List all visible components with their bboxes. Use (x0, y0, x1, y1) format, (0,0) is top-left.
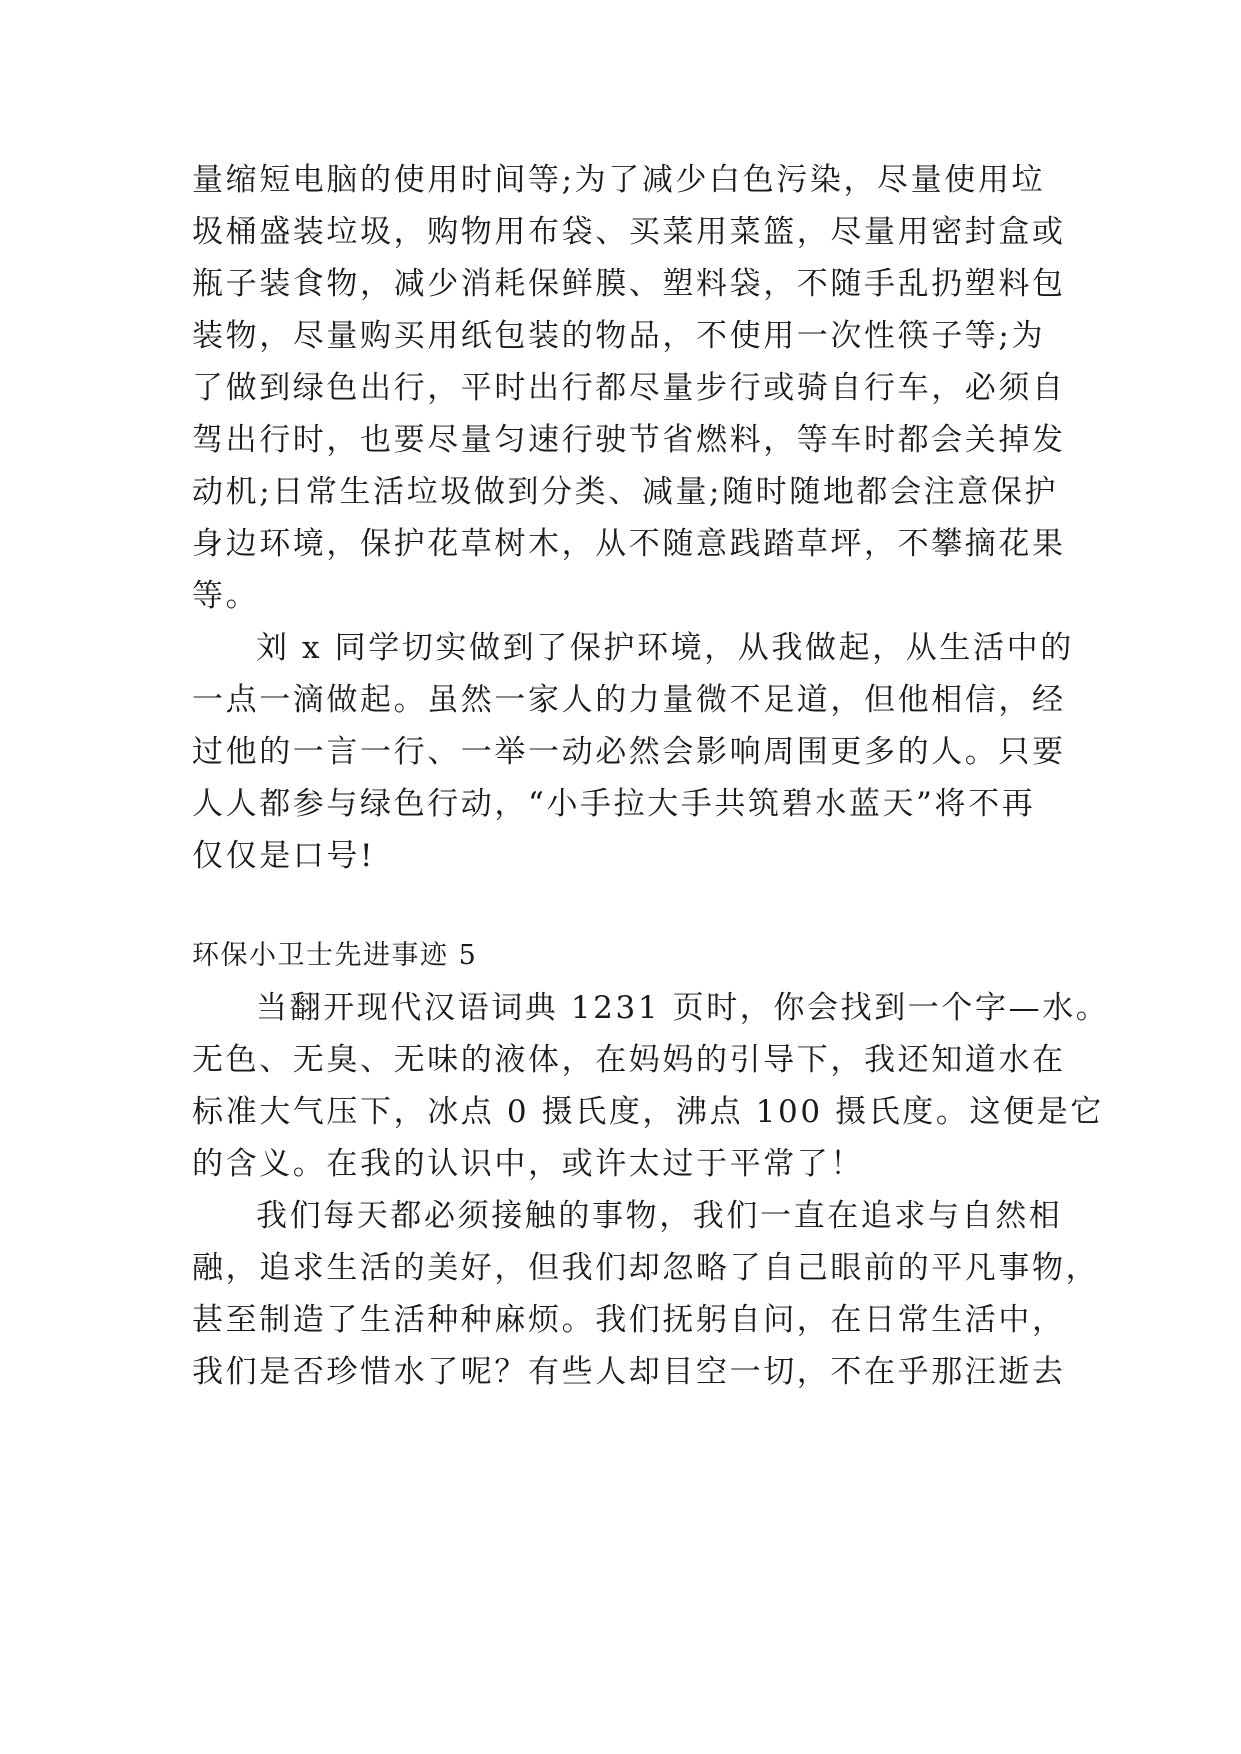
paragraph-line: 我们每天都必须接触的事物，我们一直在追求与自然相 (256, 1198, 1063, 1234)
paragraph-line: 瓶子装食物，减少消耗保鲜膜、塑料袋，不随手乱扔塑料包 (192, 266, 1066, 302)
paragraph-line: 了做到绿色出行，平时出行都尽量步行或骑自行车，必须自 (192, 370, 1066, 406)
paragraph-line: 无色、无臭、无味的液体，在妈妈的引导下，我还知道水在 (192, 1042, 1066, 1078)
paragraph-line: 融，追求生活的美好，但我们却忽略了自己眼前的平凡事物， (192, 1250, 1100, 1286)
paragraph-line: 量缩短电脑的使用时间等;为了减少白色污染，尽量使用垃 (192, 162, 1046, 198)
paragraph-line: 动机;日常生活垃圾做到分类、减量;随时随地都会注意保护 (192, 474, 1059, 510)
paragraph-line: 当翻开现代汉语词典 1231 页时，你会找到一个字—水。 (256, 990, 1110, 1026)
paragraph-line: 身边环境，保护花草树木，从不随意践踏草坪，不攀摘花果 (192, 526, 1066, 562)
paragraph-line: 驾出行时，也要尽量匀速行驶节省燃料，等车时都会关掉发 (192, 422, 1066, 458)
paragraph-line: 装物，尽量购买用纸包装的物品，不使用一次性筷子等;为 (192, 318, 1046, 354)
paragraph-line: 的含义。在我的认识中，或许太过于平常了！ (192, 1146, 864, 1182)
paragraph-line: 仅仅是口号! (192, 838, 376, 874)
paragraph-line: 一点一滴做起。虽然一家人的力量微不足道，但他相信，经 (192, 682, 1066, 718)
paragraph-line: 过他的一言一行、一举一动必然会影响周围更多的人。只要 (192, 734, 1066, 770)
section-heading: 环保小卫士先进事迹 5 (192, 940, 478, 971)
paragraph-line: 我们是否珍惜水了呢？有些人却目空一切，不在乎那汪逝去 (192, 1354, 1066, 1390)
paragraph-line: 标准大气压下，冰点 0 摄氏度，沸点 100 摄氏度。这便是它 (192, 1094, 1104, 1130)
paragraph-line: 刘 x 同学切实做到了保护环境，从我做起，从生活中的 (256, 630, 1074, 666)
paragraph-line: 甚至制造了生活种种麻烦。我们抚躬自问，在日常生活中， (192, 1302, 1066, 1338)
paragraph-line: 圾桶盛装垃圾，购物用布袋、买菜用菜篮，尽量用密封盒或 (192, 214, 1066, 250)
paragraph-line: 人人都参与绿色行动，“小手拉大手共筑碧水蓝天”将不再 (192, 786, 1036, 822)
paragraph-line: 等。 (192, 578, 260, 614)
